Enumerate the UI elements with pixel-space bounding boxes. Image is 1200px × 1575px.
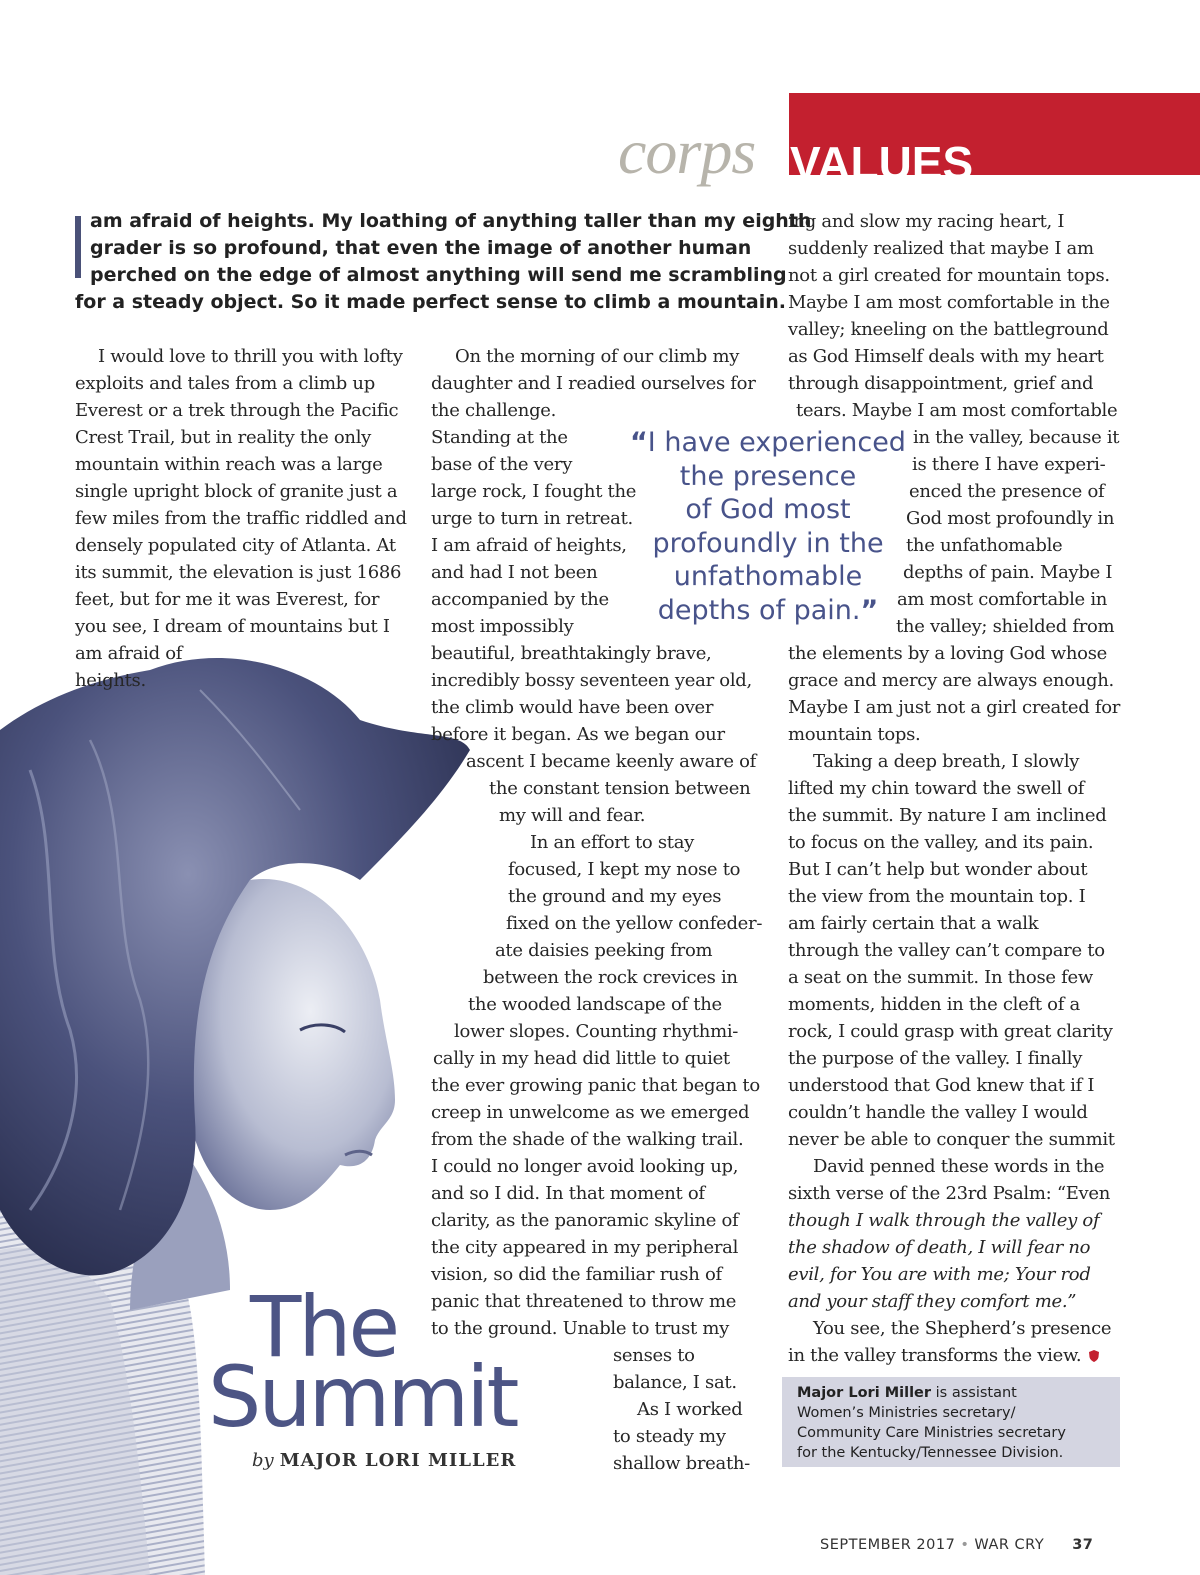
- footer-date: SEPTEMBER 2017: [820, 1537, 956, 1553]
- body-line: daughter and I readied ourselves for: [431, 373, 756, 394]
- body-line: focused, I kept my nose to: [508, 859, 741, 880]
- body-line: grace and mercy are always enough.: [788, 670, 1114, 691]
- body-line: am afraid of: [75, 643, 183, 664]
- pull-quote-line: of God most: [685, 494, 851, 525]
- body-line: clarity, as the panoramic skyline of: [431, 1210, 739, 1231]
- body-line: As I worked: [637, 1399, 743, 1420]
- body-line: and had I not been: [431, 562, 598, 583]
- body-line: rock, I could grasp with great clarity: [788, 1021, 1113, 1042]
- bio-line: Major Lori Miller is assistant: [797, 1385, 1017, 1401]
- author-bio-box: [782, 1377, 1120, 1467]
- body-line: the ground and my eyes: [508, 886, 722, 907]
- body-line: the city appeared in my peripheral: [431, 1237, 739, 1258]
- open-quote-mark: “: [630, 427, 648, 458]
- body-line: from the shade of the walking trail.: [431, 1129, 744, 1150]
- drop-cap: [75, 216, 81, 278]
- footer-separator: •: [960, 1537, 970, 1553]
- body-line: vision, so did the familiar rush of: [431, 1264, 722, 1285]
- body-line: senses to: [613, 1345, 695, 1366]
- pull-quote: [612, 426, 924, 627]
- body-line: am fairly certain that a walk: [788, 913, 1039, 934]
- pull-quote-line: the presence: [679, 460, 857, 492]
- body-line: I could no longer avoid looking up,: [431, 1156, 739, 1177]
- body-line: the elements by a loving God whose: [788, 643, 1107, 664]
- bio-line: Community Care Ministries secretary: [797, 1425, 1066, 1441]
- body-line: the constant tension between: [489, 778, 751, 799]
- body-line: panic that threatened to throw me: [431, 1291, 737, 1312]
- body-line: you see, I dream of mountains but I: [75, 616, 390, 637]
- byline-prefix: by: [252, 1450, 274, 1471]
- body-line: few miles from the traffic riddled and: [75, 508, 407, 529]
- body-line: the summit. By nature I am inclined: [788, 805, 1107, 826]
- body-line: Maybe I am just not a girl created for: [788, 697, 1121, 718]
- body-line: I would love to thrill you with lofty: [98, 346, 403, 367]
- scripture-line: though I walk through the valley of: [788, 1210, 1100, 1231]
- body-line: Maybe I am most comfortable in the: [788, 292, 1110, 313]
- body-line: the climb would have been over: [431, 697, 714, 718]
- body-line: base of the very: [431, 454, 573, 475]
- body-line: most impossibly: [431, 616, 574, 637]
- scripture-line: and your staff they comfort me.”: [788, 1291, 1077, 1312]
- body-line: the wooded landscape of the: [468, 994, 722, 1015]
- body-line: the unfathomable: [906, 535, 1063, 556]
- body-line: Crest Trail, but in reality the only: [75, 427, 372, 448]
- body-line: feet, but for me it was Everest, for: [75, 589, 380, 610]
- body-line: through disappointment, grief and: [788, 373, 1094, 394]
- byline: [252, 1450, 516, 1471]
- body-line: single upright block of granite just a: [75, 481, 398, 502]
- body-line: its summit, the elevation is just 1686: [75, 562, 402, 583]
- body-line: between the rock crevices in: [483, 967, 738, 988]
- body-line: balance, I sat.: [613, 1372, 737, 1393]
- bio-author-name: Major Lori Miller: [797, 1385, 932, 1401]
- body-line: heights.: [75, 670, 146, 691]
- pull-quote-line: profoundly in the: [652, 527, 884, 559]
- body-line: valley; kneeling on the battleground: [788, 319, 1109, 340]
- body-line: to focus on the valley, and its pain.: [788, 832, 1094, 853]
- body-line: shallow breath-: [613, 1453, 750, 1474]
- article-title-line-2: Summit: [208, 1348, 517, 1446]
- body-line: fixed on the yellow confeder-: [506, 913, 763, 934]
- body-line: I am afraid of heights,: [431, 535, 627, 556]
- body-line: understood that God knew that if I: [788, 1075, 1095, 1096]
- body-line: Standing at the: [431, 427, 568, 448]
- body-line: mountain within reach was a large: [75, 454, 383, 475]
- body-line: cally in my head did little to quiet: [433, 1048, 730, 1069]
- body-line: incredibly bossy seventeen year old,: [431, 670, 752, 691]
- body-line: You see, the Shepherd’s presence: [813, 1318, 1112, 1339]
- page-footer: [820, 1537, 1093, 1553]
- body-line: the valley; shielded from: [896, 616, 1115, 637]
- body-line: to the ground. Unable to trust my: [431, 1318, 730, 1339]
- body-line: beautiful, breathtakingly brave,: [431, 643, 712, 664]
- body-line: In an effort to stay: [530, 832, 695, 853]
- scripture-line: evil, for You are with me; Your rod: [788, 1264, 1091, 1285]
- shield-end-mark-icon: [1088, 1350, 1100, 1362]
- pull-quote-line: unfathomable: [673, 561, 863, 592]
- lead-line: for a steady object. So it made perfect sense to climb a mountain.: [75, 291, 787, 313]
- body-line: ing and slow my racing heart, I: [788, 211, 1065, 232]
- body-line: a seat on the summit. In those few: [788, 967, 1094, 988]
- body-line: to steady my: [613, 1426, 726, 1447]
- byline-author: MAJOR LORI MILLER: [279, 1450, 517, 1471]
- close-quote-mark: ”: [860, 594, 879, 626]
- body-line: On the morning of our climb my: [455, 346, 740, 367]
- body-line: moments, hidden in the cleft of a: [788, 994, 1080, 1015]
- body-line: my will and fear.: [499, 805, 646, 826]
- footer-publication: WAR CRY: [974, 1537, 1045, 1553]
- body-line: tears. Maybe I am most comfortable: [796, 400, 1118, 421]
- body-line: is there I have experi-: [912, 454, 1106, 475]
- page-number: 37: [1072, 1537, 1094, 1553]
- bio-line: for the Kentucky/Tennessee Division.: [797, 1445, 1064, 1461]
- body-line: the ever growing panic that began to: [431, 1075, 760, 1096]
- body-line: accompanied by the: [431, 589, 609, 610]
- body-line: sixth verse of the 23rd Psalm: “Even: [788, 1183, 1111, 1204]
- lead-line: perched on the edge of almost anything will send me scrambling: [90, 264, 787, 286]
- body-line: large rock, I fought the: [431, 481, 637, 502]
- body-line: and so I did. In that moment of: [431, 1183, 705, 1204]
- body-line: never be able to conquer the summit: [788, 1129, 1115, 1150]
- body-line: in the valley, because it: [913, 427, 1120, 448]
- body-line: enced the presence of: [909, 481, 1105, 502]
- body-line: densely populated city of Atlanta. At: [75, 535, 396, 556]
- body-line: exploits and tales from a climb up: [75, 373, 375, 394]
- body-line: suddenly realized that maybe I am: [788, 238, 1094, 259]
- lead-line: grader is so profound, that even the image of another human: [90, 237, 752, 259]
- body-line: urge to turn in retreat.: [431, 508, 633, 529]
- body-line: lower slopes. Counting rhythmi-: [454, 1021, 739, 1042]
- body-line: am most comfortable in: [897, 589, 1108, 610]
- body-line: creep in unwelcome as we emerged: [431, 1102, 750, 1123]
- body-line: lifted my chin toward the swell of: [788, 778, 1085, 799]
- body-line: before it began. As we began our: [431, 724, 725, 745]
- pull-quote-line: “I have experienced: [630, 427, 906, 458]
- body-line: ate daisies peeking from: [495, 940, 713, 961]
- body-line: Everest or a trek through the Pacific: [75, 400, 399, 421]
- body-line: not a girl created for mountain tops.: [788, 265, 1110, 286]
- lead-line: am afraid of heights. My loathing of anything taller than my eighth: [90, 210, 812, 232]
- body-line: in the valley transforms the view.: [788, 1345, 1082, 1366]
- body-line: David penned these words in the: [813, 1156, 1105, 1177]
- body-line: through the valley can’t compare to: [788, 940, 1105, 961]
- body-line: depths of pain. Maybe I: [903, 562, 1113, 583]
- body-line: the challenge.: [431, 400, 557, 421]
- bio-line: Women’s Ministries secretary/: [797, 1405, 1016, 1421]
- body-line: Taking a deep breath, I slowly: [813, 751, 1080, 772]
- body-line: as God Himself deals with my heart: [788, 346, 1104, 367]
- section-label-suffix: VALUES: [790, 137, 974, 189]
- pull-quote-line: depths of pain.”: [657, 594, 879, 626]
- body-line: God most profoundly in: [906, 508, 1115, 529]
- body-line: ascent I became keenly aware of: [466, 751, 757, 772]
- article-title-line-1: The: [250, 1278, 398, 1376]
- body-line: the purpose of the valley. I finally: [788, 1048, 1083, 1069]
- scripture-line: the shadow of death, I will fear no: [788, 1237, 1091, 1258]
- body-line: couldn’t handle the valley I would: [788, 1102, 1088, 1123]
- body-line: But I can’t help but wonder about: [788, 859, 1088, 880]
- body-line: the view from the mountain top. I: [788, 886, 1086, 907]
- section-label-prefix: corps: [618, 116, 756, 187]
- body-line: mountain tops.: [788, 724, 921, 745]
